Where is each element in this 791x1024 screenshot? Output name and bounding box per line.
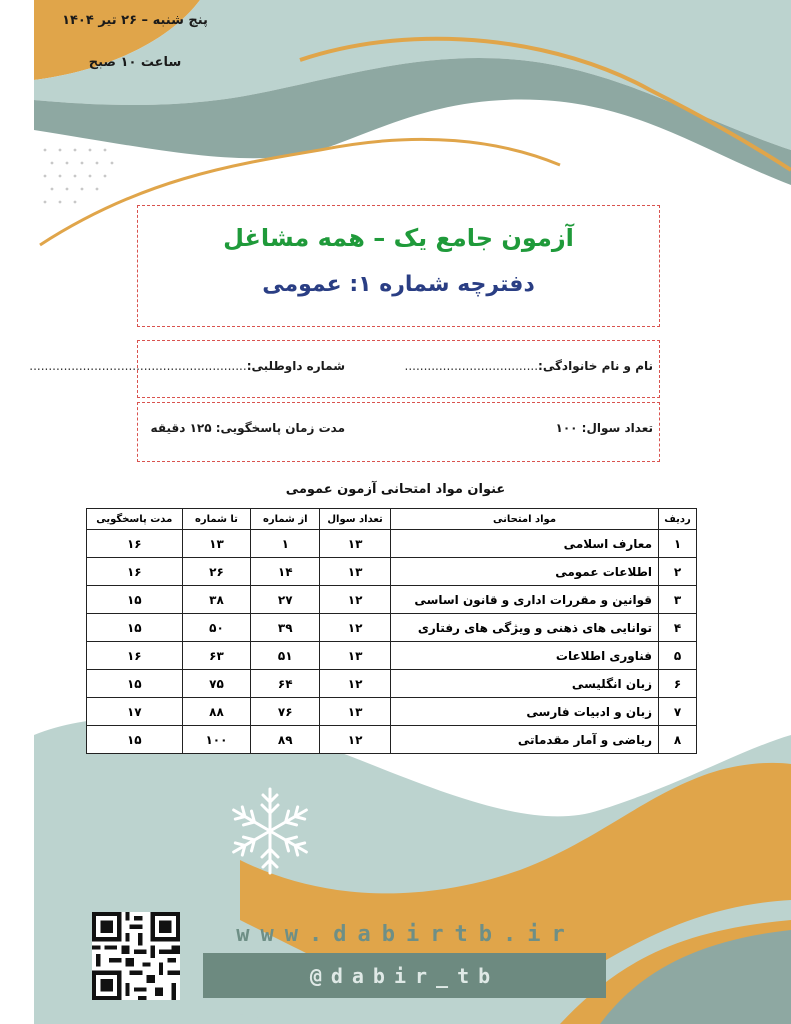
cell-row-number: ۷ xyxy=(659,698,697,726)
header-duration: مدت پاسخگویی xyxy=(87,509,183,530)
cell-from-number: ۲۷ xyxy=(251,586,320,614)
cell-duration: ۱۵ xyxy=(87,670,183,698)
table-row xyxy=(87,530,697,558)
website-url[interactable]: www.dabirtb.ir xyxy=(236,922,576,947)
cell-from-number: ۸۹ xyxy=(251,726,320,754)
cell-to-number: ۵۰ xyxy=(182,614,251,642)
cell-subject: زبان انگلیسی xyxy=(391,670,659,698)
table-title: عنوان مواد امتحانی آزمون عمومی xyxy=(285,482,506,497)
cell-from-number: ۳۹ xyxy=(251,614,320,642)
exam-time: ساعت ۱۰ صبح xyxy=(88,55,182,70)
name-dots: ................................... xyxy=(404,359,539,373)
cell-subject: معارف اسلامی xyxy=(391,530,659,558)
table-header-row xyxy=(87,509,697,530)
cell-to-number: ۲۶ xyxy=(182,558,251,586)
cell-duration: ۱۵ xyxy=(87,614,183,642)
candidate-info-box xyxy=(29,340,660,398)
cell-question-count: ۱۳ xyxy=(320,558,391,586)
snowflake-icon xyxy=(222,783,318,879)
cell-row-number: ۸ xyxy=(659,726,697,754)
exam-info-box xyxy=(137,402,660,462)
cell-to-number: ۶۳ xyxy=(182,642,251,670)
title-box xyxy=(137,205,660,327)
cell-question-count: ۱۲ xyxy=(320,614,391,642)
header-to-number: تا شماره xyxy=(182,509,251,530)
cell-duration: ۱۶ xyxy=(87,558,183,586)
cell-duration: ۱۵ xyxy=(87,586,183,614)
cell-subject: توانایی های ذهنی و ویژگی های رفتاری xyxy=(391,614,659,642)
cell-row-number: ۳ xyxy=(659,586,697,614)
table-row xyxy=(87,698,697,726)
exam-title: آزمون جامع یک – همه مشاغل xyxy=(223,224,574,252)
cell-from-number: ۷۶ xyxy=(251,698,320,726)
header-question-count: تعداد سوال xyxy=(320,509,391,530)
cell-to-number: ۷۵ xyxy=(182,670,251,698)
table-body xyxy=(87,530,697,754)
cell-row-number: ۵ xyxy=(659,642,697,670)
cell-duration: ۱۶ xyxy=(87,642,183,670)
question-count: تعداد سوال: ۱۰۰ xyxy=(555,421,653,435)
cell-row-number: ۴ xyxy=(659,614,697,642)
cell-from-number: ۱ xyxy=(251,530,320,558)
cell-question-count: ۱۲ xyxy=(320,726,391,754)
cell-duration: ۱۷ xyxy=(87,698,183,726)
cell-question-count: ۱۳ xyxy=(320,530,391,558)
cell-row-number: ۱ xyxy=(659,530,697,558)
cell-from-number: ۵۱ xyxy=(251,642,320,670)
cell-question-count: ۱۳ xyxy=(320,698,391,726)
social-handle-bar xyxy=(203,953,606,998)
table-row xyxy=(87,726,697,754)
exam-date-block xyxy=(60,10,210,74)
cell-to-number: ۸۸ xyxy=(182,698,251,726)
cell-to-number: ۱۳ xyxy=(182,530,251,558)
cell-from-number: ۶۴ xyxy=(251,670,320,698)
cell-to-number: ۳۸ xyxy=(182,586,251,614)
social-handle[interactable]: @dabir_tb xyxy=(309,964,500,988)
header-row-number: ردیف xyxy=(659,509,697,530)
candidate-number-field xyxy=(29,359,345,373)
cell-subject: زبان و ادبیات فارسی xyxy=(391,698,659,726)
cell-question-count: ۱۲ xyxy=(320,586,391,614)
header-subject: مواد امتحانی xyxy=(391,509,659,530)
cell-question-count: ۱۳ xyxy=(320,642,391,670)
cell-row-number: ۶ xyxy=(659,670,697,698)
cell-subject: اطلاعات عمومی xyxy=(391,558,659,586)
cell-subject: قوانین و مقررات اداری و قانون اساسی xyxy=(391,586,659,614)
cell-duration: ۱۶ xyxy=(87,530,183,558)
cell-subject: فناوری اطلاعات xyxy=(391,642,659,670)
table-row xyxy=(87,642,697,670)
cell-row-number: ۲ xyxy=(659,558,697,586)
cell-to-number: ۱۰۰ xyxy=(182,726,251,754)
name-label: نام و نام خانوادگی: xyxy=(538,359,653,373)
cell-subject: ریاضی و آمار مقدماتی xyxy=(391,726,659,754)
table-row xyxy=(87,558,697,586)
cell-question-count: ۱۲ xyxy=(320,670,391,698)
page-edge xyxy=(0,0,34,1024)
candidate-number-label: شماره داوطلبی: xyxy=(246,359,345,373)
table-row xyxy=(87,586,697,614)
name-field xyxy=(405,359,654,373)
booklet-title: دفترچه شماره ۱: عمومی xyxy=(262,272,535,297)
qr-code-icon xyxy=(92,912,180,1000)
header-from-number: از شماره xyxy=(251,509,320,530)
exam-date: پنج شنبه – ۲۶ تیر ۱۴۰۴ xyxy=(62,13,208,28)
candidate-number-dots: ......................................................... xyxy=(29,359,247,373)
cell-from-number: ۱۴ xyxy=(251,558,320,586)
cell-duration: ۱۵ xyxy=(87,726,183,754)
answer-duration: مدت زمان پاسخگویی: ۱۲۵ دقیقه xyxy=(150,421,345,435)
table-row xyxy=(87,614,697,642)
table-row xyxy=(87,670,697,698)
exam-subjects-table xyxy=(86,508,697,754)
